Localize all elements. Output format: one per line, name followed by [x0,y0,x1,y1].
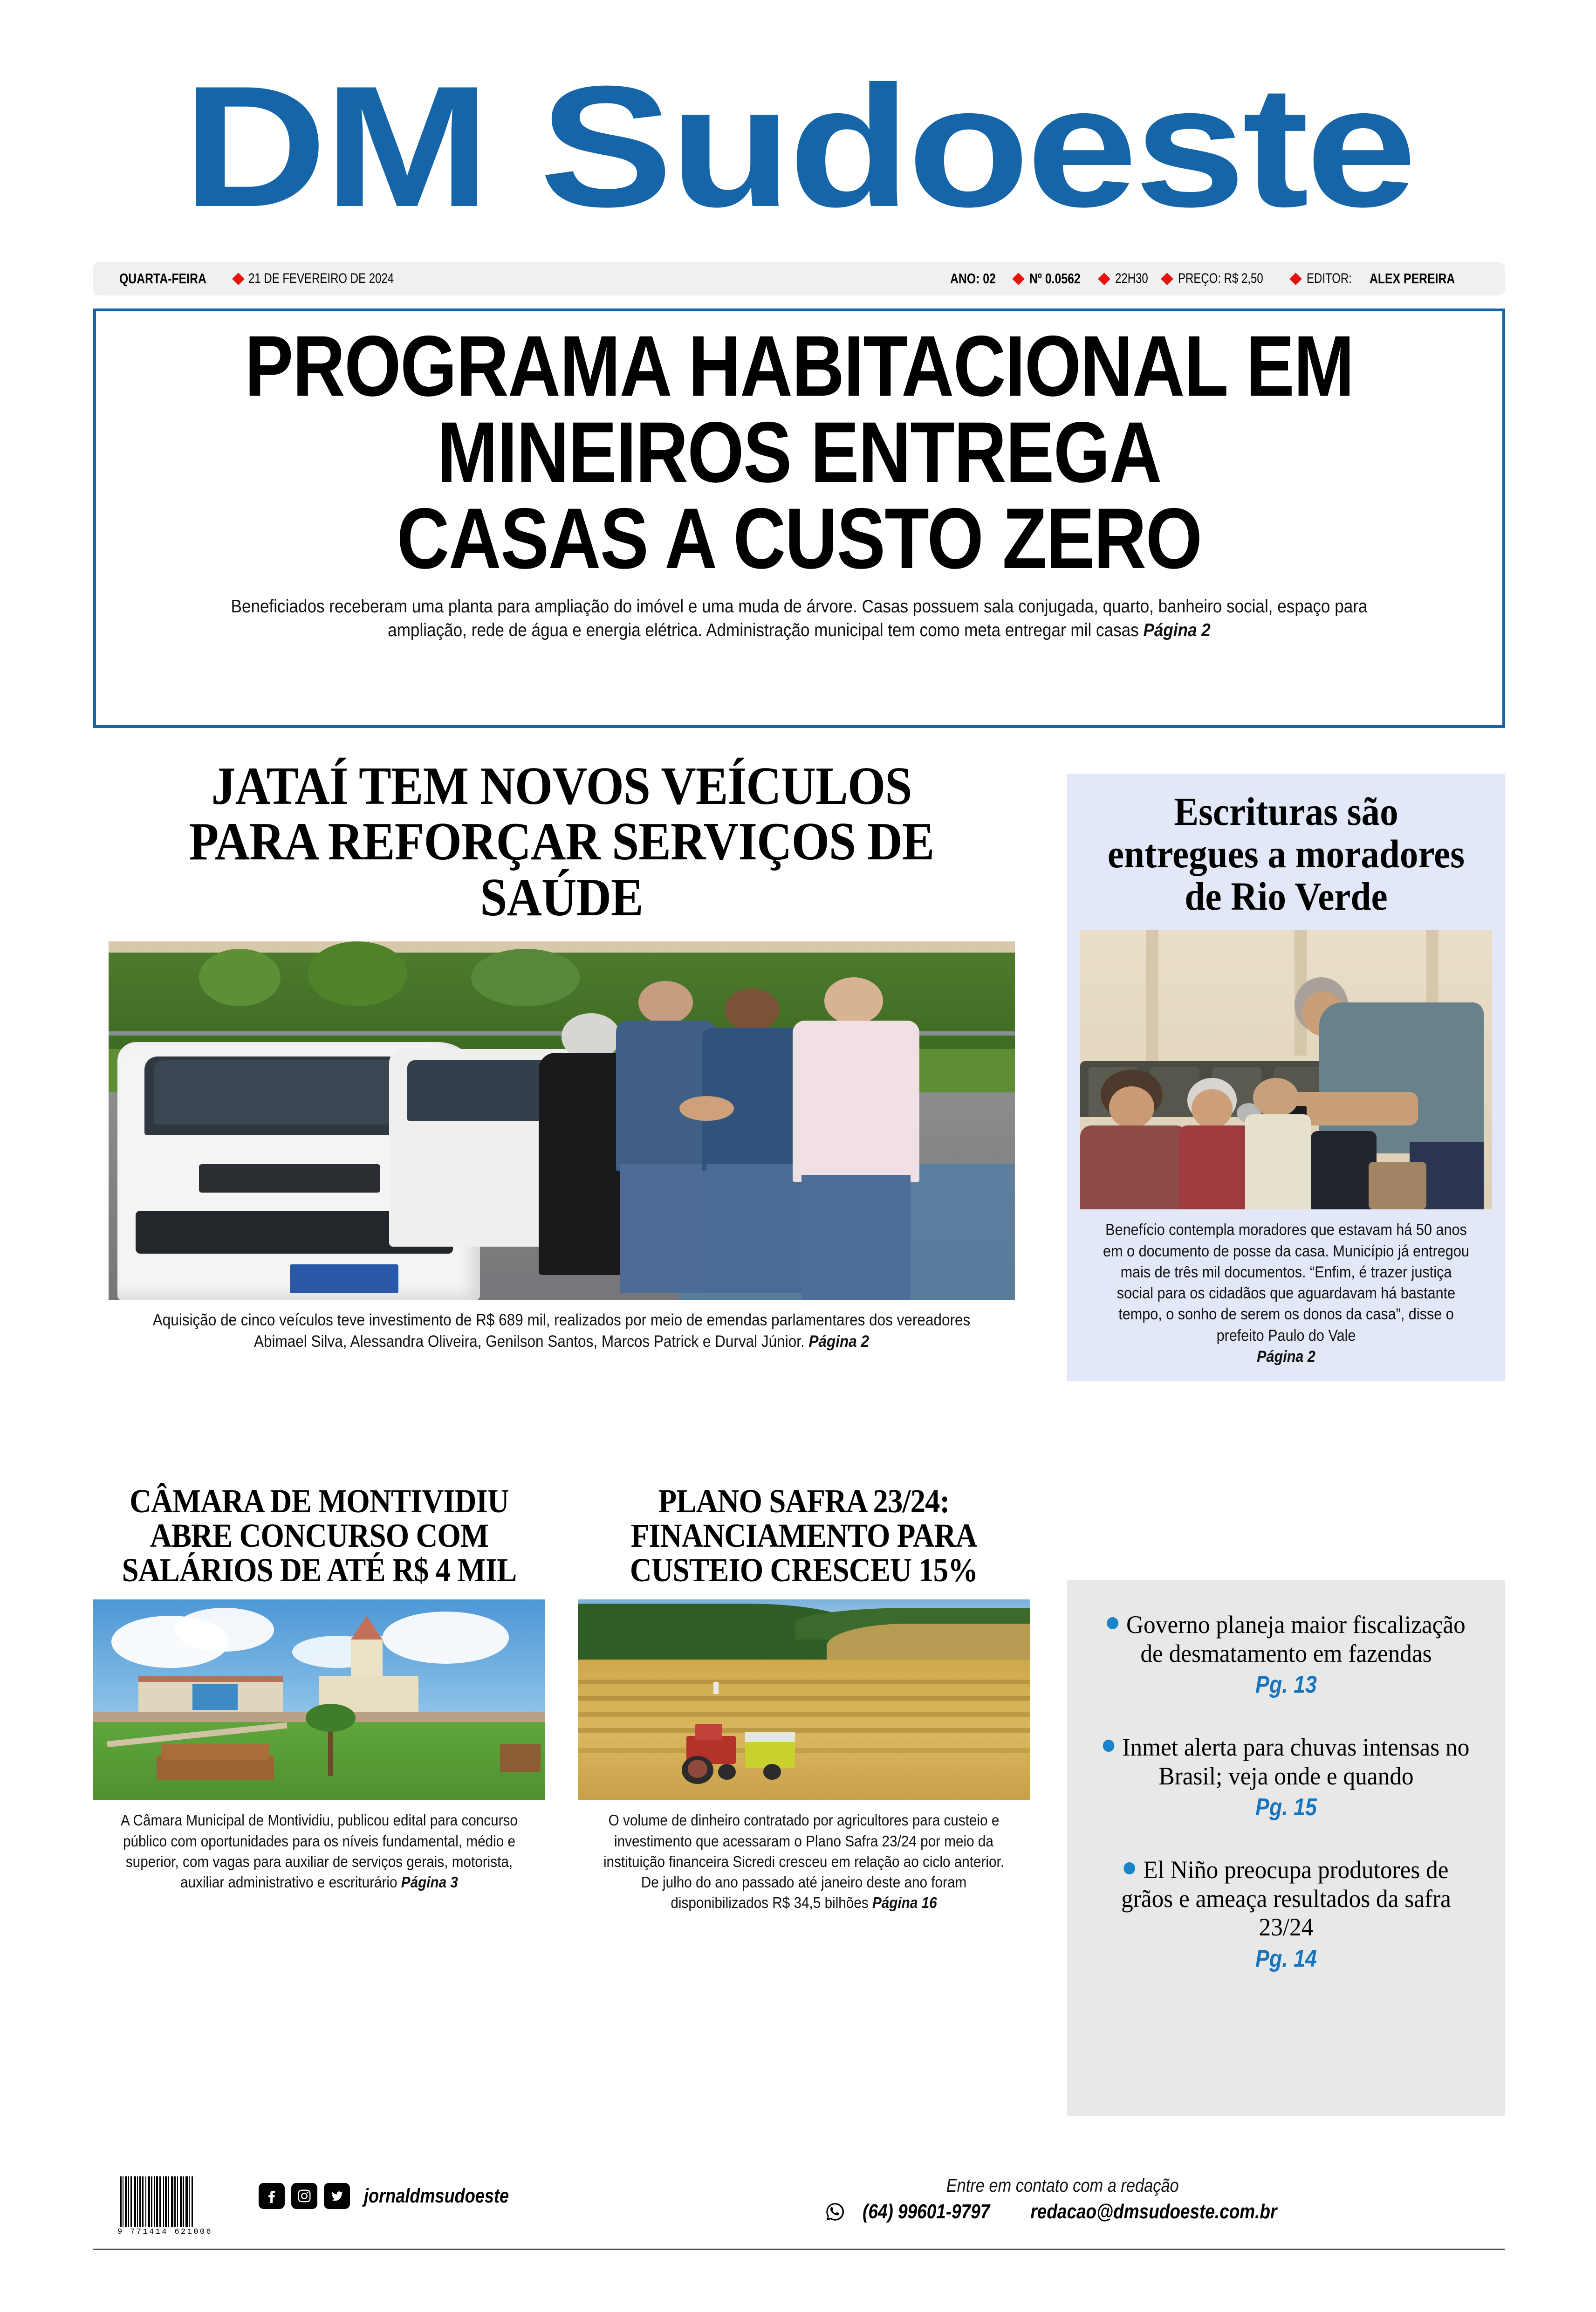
news-brief-text: Governo planeja maior fiscalização de desmatamento em fazendas [1126,1611,1466,1667]
news-brief-item[interactable] [1086,1733,1486,1821]
jatai-page-ref[interactable]: Página 2 [808,1332,870,1351]
lead-subtext-block [183,595,1415,642]
secondary-articles-row [93,1482,1030,1914]
news-briefs-box [1067,1580,1505,2116]
rio-verde-page-ref[interactable]: Página 2 [1257,1347,1315,1365]
issue-date: 21 DE FEVEREIRO DE 2024 [248,271,394,286]
diamond-separator-icon [1289,273,1302,285]
jatai-caption-block [140,1310,983,1352]
lead-subtext: Beneficiados receberam uma planta para ampliação do imóvel e uma muda de árvore. Casas possuem sala conjugada, quarto, banheiro social, espaço para ampliação, rede de água e energia elétrica. Administração municipal tem como meta entregar mil casas [231,597,1368,640]
camara-photo [93,1599,545,1800]
diamond-separator-icon [1098,273,1110,285]
year-label: ANO: 02 [950,270,996,287]
issue-info-right [950,270,1476,287]
news-brief-text-wrapper [1096,1733,1477,1791]
news-brief-page-ref[interactable]: Pg. 13 [1255,1671,1317,1699]
editor-name: ALEX PEREIRA [1369,270,1455,287]
diamond-separator-icon [232,273,245,285]
jatai-photo [109,941,1015,1300]
bullet-dot-icon [1103,1740,1115,1752]
contact-prompt: Entre em contato com a redação [946,2175,1179,2196]
camara-article [93,1482,545,1914]
lead-headline-line-3: CASAS A CUSTO ZERO [397,491,1202,587]
safra-caption-block [601,1810,1007,1913]
jatai-article [93,755,1030,1352]
lead-page-ref[interactable]: Página 2 [1143,620,1211,640]
camara-headline: CÂMARA DE MONTIVIDIU ABRE CONCURSO COM SALÁRIOS DE ATÉ R$ 4 MIL [122,1482,517,1589]
barcode-number: 9 771414 621006 [117,2228,213,2237]
news-brief-text-wrapper [1096,1856,1477,1942]
safra-headline: PLANO SAFRA 23/24: FINANCIAMENTO PARA CUSTEIO CRESCEU 15% [630,1482,978,1589]
newspaper-logo: DM Sudoeste [182,50,1414,243]
rio-verde-article [1067,774,1505,1381]
safra-caption: O volume de dinheiro contratado por agricultores para custeio e investimento que acessaram o Plano Safra 23/24 por meio da instituição financeira Sicredi cresceu em relação ao ciclo anterior. De julho do ano passado até janeiro deste ano foram disponibilizados R$ 34,5 bilhões [603,1811,1005,1912]
bullet-dot-icon [1107,1617,1118,1629]
twitter-icon[interactable] [324,2183,350,2209]
news-brief-page-ref[interactable]: Pg. 14 [1255,1945,1317,1972]
issue-info-bar [93,262,1505,295]
whatsapp-icon [824,2201,846,2223]
news-brief-page-ref[interactable]: Pg. 15 [1255,1794,1317,1821]
camara-caption-block [116,1810,523,1893]
lead-headline-line-2: MINEIROS ENTREGA [437,405,1161,501]
weekday-label: QUARTA-FEIRA [119,270,206,287]
jatai-headline: JATAÍ TEM NOVOS VEÍCULOS PARA REFORÇAR SERVIÇOS DE SAÚDE [189,756,934,927]
issue-info-left [119,270,430,287]
contact-phone[interactable]: (64) 99601-9797 [863,2200,990,2223]
safra-article [578,1482,1030,1914]
rio-verde-photo [1080,930,1492,1209]
lead-headline [221,318,1378,587]
price-label: PREÇO: R$ 2,50 [1178,271,1264,286]
safra-photo [578,1599,1030,1800]
news-brief-text-wrapper [1096,1611,1477,1668]
diamond-separator-icon [1012,273,1025,285]
rio-verde-headline: Escrituras são entregues a moradores de Rio Verde [1107,789,1465,919]
news-brief-item[interactable] [1086,1856,1486,1973]
safra-page-ref[interactable]: Página 16 [872,1894,937,1912]
social-links [259,2183,536,2209]
rio-verde-body-block [1101,1220,1472,1367]
camara-page-ref[interactable]: Página 3 [401,1873,458,1891]
barcode [120,2176,202,2227]
rio-verde-body: Benefício contempla moradores que estavam há 50 anos em o documento de posse da casa. Município já entregou mais de três mil documentos. “Enfim, é trazer justiça social para os cidadãos que aguardavam há bastante tempo, o sonho de serem os donos da casa”, disse o prefeito Paulo do Vale [1103,1221,1469,1345]
contact-block [806,2175,1319,2223]
footer-divider [93,2249,1505,2250]
publish-time: 22H30 [1115,271,1148,286]
issue-number: Nº 0.0562 [1029,270,1081,287]
facebook-icon[interactable] [259,2183,285,2209]
contact-email[interactable]: redacao@dmsudoeste.com.br [1030,2200,1277,2223]
diamond-separator-icon [1161,273,1173,285]
news-brief-text: Inmet alerta para chuvas intensas no Brasil; veja onde e quando [1122,1733,1470,1790]
contact-details [806,2200,1319,2223]
instagram-icon[interactable] [291,2183,317,2209]
camara-caption: A Câmara Municipal de Montividiu, publicou edital para concurso público com oportunidades para os níveis fundamental, médio e superior, com vagas para auxiliar de serviços gerais, motorista, auxiliar administrativo e escriturário [121,1811,518,1891]
news-brief-text: El Niño preocupa produtores de grãos e ameaça resultados da safra 23/24 [1121,1856,1451,1942]
editor-label: EDITOR: [1306,271,1352,286]
masthead [0,0,1596,261]
jatai-caption: Aquisição de cinco veículos teve investimento de R$ 689 mil, realizados por meio de emendas parlamentares dos vereadores Abimael Silva, Alessandra Oliveira, Genilson Santos, Marcos Patrick e Durval Júnior. [152,1311,971,1351]
social-handle[interactable]: jornaldmsudoeste [364,2184,509,2207]
lead-story-box [93,309,1505,728]
news-brief-item[interactable] [1086,1611,1486,1699]
lead-headline-line-1: PROGRAMA HABITACIONAL EM [245,318,1354,414]
footer [93,2172,1505,2260]
bullet-dot-icon [1123,1862,1135,1874]
